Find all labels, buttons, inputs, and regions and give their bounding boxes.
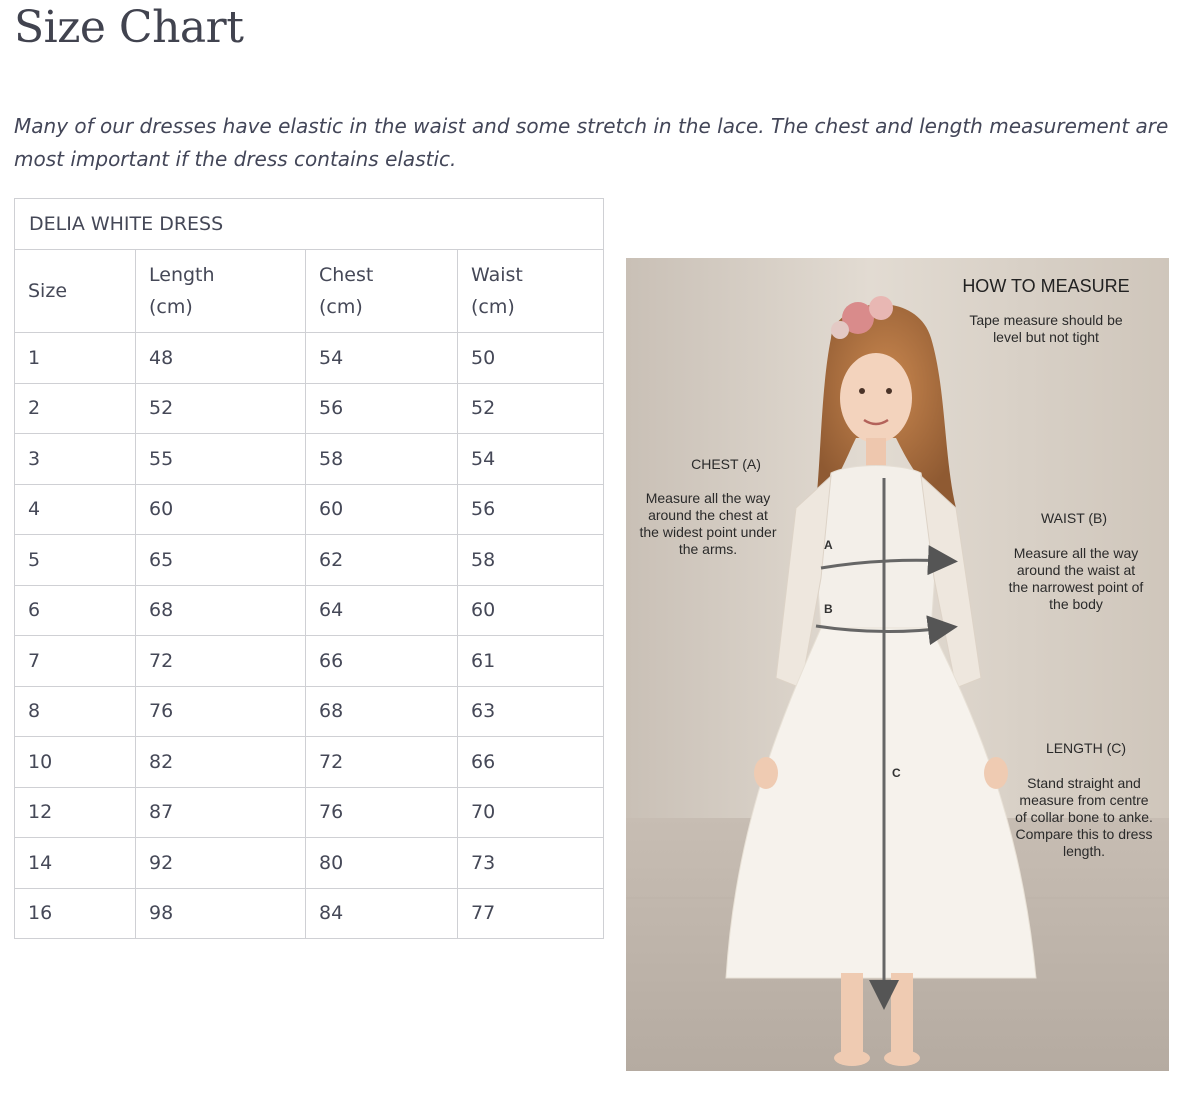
cell-chest: 80 <box>306 838 458 889</box>
intro-text: Many of our dresses have elastic in the waist and some stretch in the lace. The chest and length measurement are most important if the dress contains elastic. <box>14 114 1169 171</box>
cell-chest: 76 <box>306 787 458 838</box>
table-row <box>15 636 604 687</box>
cell-chest: 72 <box>306 737 458 788</box>
waist-text: Measure all the way around the waist at the narrowest point of the body <box>1008 545 1144 612</box>
table-row <box>15 535 604 586</box>
cell-chest: 54 <box>306 333 458 384</box>
cell-length: 52 <box>136 383 306 434</box>
table-row <box>15 787 604 838</box>
table-row <box>15 888 604 939</box>
cell-chest: 68 <box>306 686 458 737</box>
cell-size: 16 <box>15 888 136 939</box>
table-row <box>15 838 604 889</box>
cell-length: 68 <box>136 585 306 636</box>
cell-length: 48 <box>136 333 306 384</box>
table-row <box>15 686 604 737</box>
size-table <box>14 198 604 939</box>
header-length: Length (cm) <box>136 250 306 333</box>
table-row <box>15 434 604 485</box>
cell-chest: 60 <box>306 484 458 535</box>
guide-title: HOW TO MEASURE <box>962 276 1130 296</box>
marker-a: A <box>824 538 833 552</box>
table-row <box>15 737 604 788</box>
length-text: Stand straight and measure from centre of collar bone to anke. Compare this to dress length. <box>1015 775 1153 859</box>
table-row <box>15 333 604 384</box>
cell-waist: 63 <box>458 686 604 737</box>
cell-chest: 84 <box>306 888 458 939</box>
cell-length: 72 <box>136 636 306 687</box>
cell-size: 14 <box>15 838 136 889</box>
marker-c: C <box>892 766 901 780</box>
table-row <box>15 585 604 636</box>
cell-waist: 70 <box>458 787 604 838</box>
cell-size: 5 <box>15 535 136 586</box>
cell-waist: 56 <box>458 484 604 535</box>
cell-length: 98 <box>136 888 306 939</box>
length-label: LENGTH (C) <box>1045 740 1127 756</box>
cell-length: 60 <box>136 484 306 535</box>
girl-dress-illustration <box>626 258 1169 1071</box>
cell-size: 7 <box>15 636 136 687</box>
cell-chest: 58 <box>306 434 458 485</box>
cell-waist: 61 <box>458 636 604 687</box>
measurement-guide-image <box>626 258 1169 1071</box>
cell-length: 82 <box>136 737 306 788</box>
cell-size: 8 <box>15 686 136 737</box>
cell-size: 10 <box>15 737 136 788</box>
cell-size: 3 <box>15 434 136 485</box>
header-size: Size <box>15 250 136 333</box>
cell-size: 12 <box>15 787 136 838</box>
cell-size: 1 <box>15 333 136 384</box>
header-waist: Waist (cm) <box>458 250 604 333</box>
cell-size: 2 <box>15 383 136 434</box>
guide-subtitle: Tape measure should be level but not tight <box>969 312 1123 345</box>
cell-waist: 58 <box>458 535 604 586</box>
cell-length: 55 <box>136 434 306 485</box>
page-title: Size Chart <box>14 2 244 53</box>
chest-text: Measure all the way around the chest at the widest point under the arms. <box>639 490 777 557</box>
cell-waist: 50 <box>458 333 604 384</box>
cell-chest: 66 <box>306 636 458 687</box>
cell-length: 87 <box>136 787 306 838</box>
cell-length: 76 <box>136 686 306 737</box>
header-chest: Chest (cm) <box>306 250 458 333</box>
marker-b: B <box>824 602 833 616</box>
table-caption: DELIA WHITE DRESS <box>15 199 604 250</box>
cell-chest: 64 <box>306 585 458 636</box>
face-shape <box>840 353 912 443</box>
table-row <box>15 383 604 434</box>
waist-label: WAIST (B) <box>1040 510 1108 526</box>
cell-waist: 66 <box>458 737 604 788</box>
cell-waist: 73 <box>458 838 604 889</box>
cell-size: 6 <box>15 585 136 636</box>
cell-waist: 54 <box>458 434 604 485</box>
cell-chest: 62 <box>306 535 458 586</box>
cell-chest: 56 <box>306 383 458 434</box>
table-row <box>15 484 604 535</box>
cell-waist: 60 <box>458 585 604 636</box>
chest-label: CHEST (A) <box>691 456 761 472</box>
cell-waist: 77 <box>458 888 604 939</box>
cell-length: 65 <box>136 535 306 586</box>
cell-size: 4 <box>15 484 136 535</box>
cell-length: 92 <box>136 838 306 889</box>
cell-waist: 52 <box>458 383 604 434</box>
